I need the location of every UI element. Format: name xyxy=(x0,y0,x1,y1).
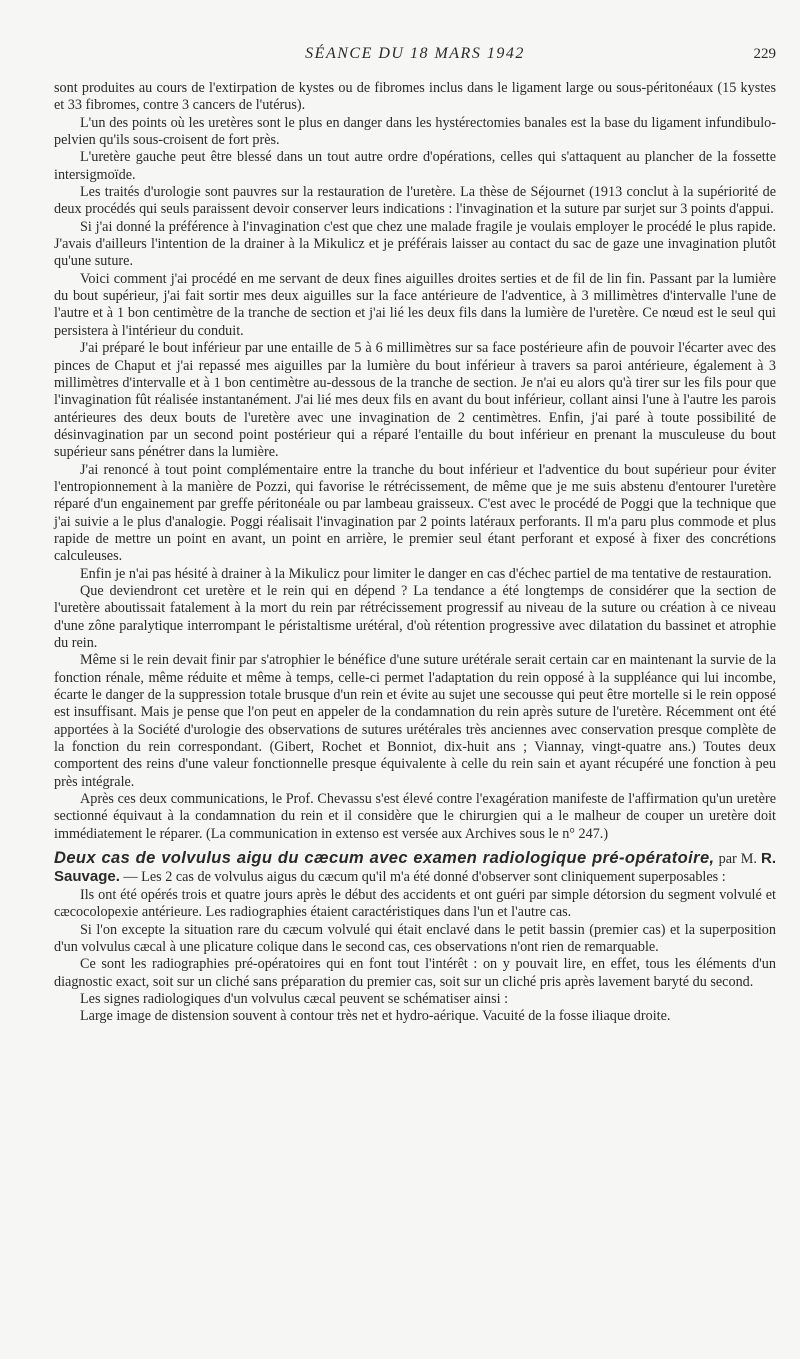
page-number: 229 xyxy=(753,46,776,62)
section-title: Deux cas de volvulus aigu du cæcum avec examen radiologique pré-opératoire, xyxy=(54,849,715,868)
paragraph: Ils ont été opérés trois et quatre jours après le début des accidents et ont guéri par simple détorsion du segment volvulé et cæcocolopexie antérieure. Les radiographies étaient caractéristiques dans l'un et l'autre cas. xyxy=(54,886,776,921)
paragraph: Si j'ai donné la préférence à l'invagination c'est que chez une malade fragile je voulais employer le procédé le plus rapide. J'avais d'ailleurs l'intention de la drainer à la Mikulicz et je préférais laisser au contact du sac de gaze une invagination plutôt qu'une suture. xyxy=(54,218,776,270)
section-heading xyxy=(54,850,776,887)
paragraph: Voici comment j'ai procédé en me servant de deux fines aiguilles droites serties et de fil de lin fin. Passant par la lumière du bout supérieur, j'ai fait sortir mes deux aiguilles sur la face antérieure de l'adventice, à 3 millimètres d'intervalle l'une de l'autre et à 1 bon centimètre de la tranche de section et j'ai lié les deux fils dans la lumière de l'uretère. Ce nœud est le seul qui persistera à l'intérieur du conduit. xyxy=(54,270,776,339)
paragraph: Que deviendront cet uretère et le rein qui en dépend ? La tendance a été longtemps de considérer que la section de l'uretère aboutissait fatalement à la mort du rein par rétrécissement progressif au niveau de la suture ou création à ce niveau d'une zône paralytique interrompant le péristaltisme urétéral, d'où rétention progressive avec dilatation du bassinet et atrophie du rein. xyxy=(54,582,776,651)
paragraph: L'un des points où les uretères sont le plus en danger dans les hystérectomies banales est la base du ligament infundibulo-pelvien qu'ils sous-croisent de fort près. xyxy=(54,114,776,149)
author-name: R. Sauvage. xyxy=(54,850,776,886)
paragraph: J'ai renoncé à tout point complémentaire entre la tranche du bout inférieur et l'adventice du bout supérieur pour éviter l'entropionnement à la manière de Pozzi, qui favorise le rétrécissement, de même que je me suis abstenu d'entourer l'uretère réparé d'un engainement par greffe péritonéale ou par lambeau graisseux. C'est avec le procédé de Poggi que la technique que j'ai suivie a le plus d'analogie. Poggi réalisait l'invagination par 2 points latéraux perforants. Il m'a paru plus commode et plus rapide de mettre un point en avant, un point en arrière, le premier seul étant perforant et exposé à fixer des concrétions calculeuses. xyxy=(54,461,776,565)
running-head xyxy=(54,0,776,62)
paragraph: Même si le rein devait finir par s'atrophier le bénéfice d'une suture urétérale serait certain car en maintenant la survie de la fonction rénale, même réduite et même à temps, celle-ci permet l'adaptation du rein opposé à la suppléance qui lui incombe, écarte le danger de la suppression totale brusque d'un rein et évite au sujet une secousse qui peut être mortelle si le rein opposé est insuffisant. Mais je pense que l'on peut en appeler de la condamnation du rein après suture de l'uretère. Récemment ont été apportées à la Société d'urologie des observations de sutures urétérales très anciennes avec conservation presque complète de la fonction du rein correspondant. (Gibert, Rochet et Bonniot, dix-huit ans ; Viannay, vingt-quatre ans.) Toutes deux comportent des reins d'une valeur fonctionnelle presque équivalente à celle du rein sain et ayant récupéré une fonction à peu près intégrale. xyxy=(54,652,776,790)
paragraph: Les traités d'urologie sont pauvres sur la restauration de l'uretère. La thèse de Séjournet (1913 conclut à la supériorité de deux procédés qui seuls paraissent devoir conserver leurs indications : l'invagination et la suture par surjet sur 3 points d'appui. xyxy=(54,184,776,218)
paragraph: Les signes radiologiques d'un volvulus cæcal peuvent se schématiser ainsi : xyxy=(80,990,509,1007)
running-title: SÉANCE DU 18 MARS 1942 xyxy=(305,45,525,62)
author-prefix: par M. xyxy=(718,851,757,868)
body-text xyxy=(54,80,776,1026)
paragraph: Ce sont les radiographies pré-opératoires qui en font tout l'intérêt : on y pouvait lire, en effet, tous les éléments d'un diagnostic exact, soit sur un cliché sans préparation du premier cas, soit sur un cliché pris après lavement baryté du second. xyxy=(54,956,776,990)
paragraph: Enfin je n'ai pas hésité à drainer à la Mikulicz pour limiter le danger en cas d'échec partiel de ma tentative de restauration. xyxy=(80,565,772,582)
section-lead: — Les 2 cas de volvulus aigus du cæcum qu'il m'a été donné d'observer sont cliniquement superposables : xyxy=(123,869,726,886)
paragraph: Large image de distension souvent à contour très net et hydro-aérique. Vacuité de la fosse iliaque droite. xyxy=(80,1008,671,1025)
paragraph: Après ces deux communications, le Prof. Chevassu s'est élevé contre l'exagération manifeste de l'affirmation qu'un uretère sectionné équivaut à la condamnation du rein et il considère que le chirurgien qui a le malheur de couper un uretère doit immédiatement le réparer. (La communication in extenso est versée aux Archives sous le n° 247.) xyxy=(54,791,776,842)
paragraph: Si l'on excepte la situation rare du cæcum volvulé qui était enclavé dans le petit bassin (premier cas) et la superposition d'un volvulus cæcal à une plicature colique dans le second cas, ces observations n'ont rien de remarquable. xyxy=(54,921,776,955)
paragraph: J'ai préparé le bout inférieur par une entaille de 5 à 6 millimètres sur sa face postérieure afin de pouvoir l'écarter avec des pinces de Chaput et j'ai repassé mes aiguilles par la lumière du bout inférieur à travers sa paroi antérieure, également à 3 millimètres d'intervalle et à 1 bon centimètre au-dessous de la tranche de section. Je n'ai eu alors qu'à tirer sur les fils pour que l'invagination fût réalisée instantanément. J'ai lié mes deux fils en avant du bout inférieur, collant ainsi l'une à l'autre les parois antérieures des deux bouts de l'uretère avec une invagination de 2 centimètres. Enfin, j'ai paré à toute possibilité de désinvagination par un second point postérieur qui a réparé l'entaille du bout inférieur en prenant la musculeuse du bout supérieur sans pénétrer dans la lumière. xyxy=(54,340,776,461)
paragraph: L'uretère gauche peut être blessé dans un tout autre ordre d'opérations, celles qui s'attaquent au plancher de la fossette intersigmoïde. xyxy=(54,149,776,183)
paragraph: sont produites au cours de l'extirpation de kystes ou de fibromes inclus dans le ligament large ou sous-péritonéaux (15 kystes et 33 fibromes, contre 3 cancers de l'utérus). xyxy=(54,80,776,114)
